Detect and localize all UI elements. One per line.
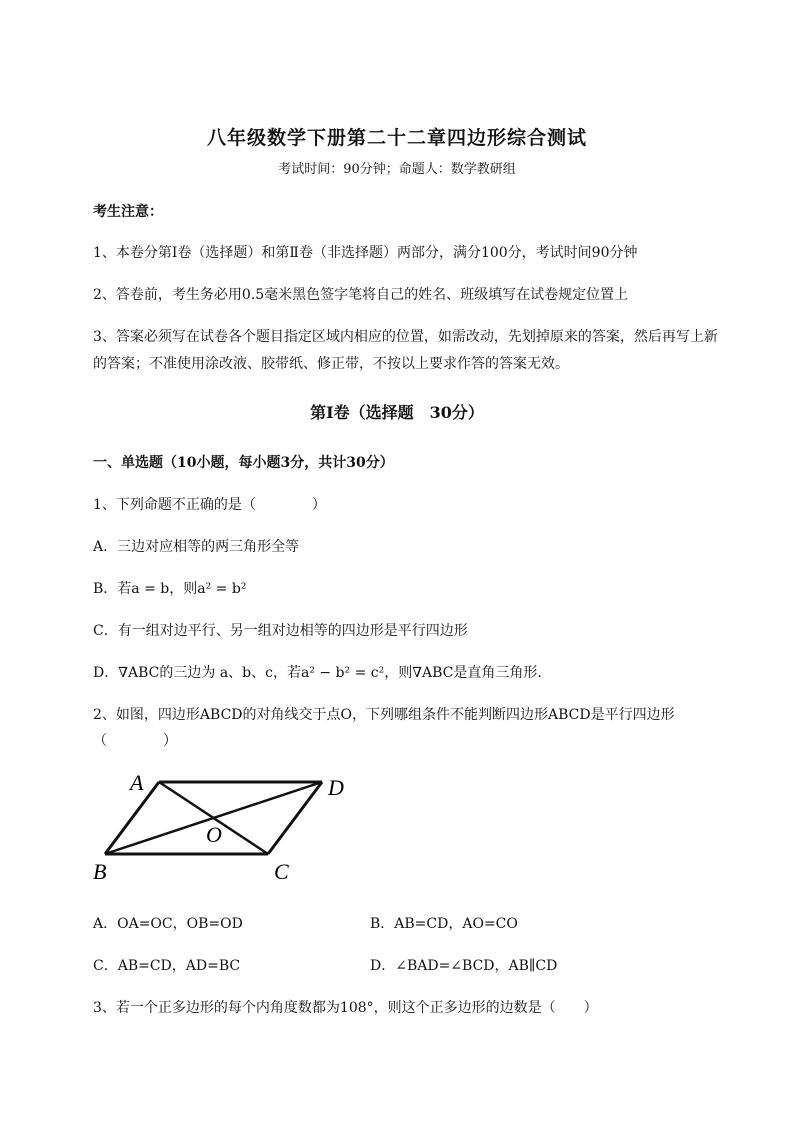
question-1-option-a: A．三边对应相等的两三角形全等: [93, 539, 300, 555]
question-2-option-a: A．OA=OC，OB=OD: [93, 916, 243, 932]
question-3-stem: 3、若一个正多边形的每个内角度数都为108°，则这个正多边形的边数是（ ）: [93, 1000, 598, 1016]
question-1-stem: 1、下列命题不正确的是（ ）: [93, 497, 326, 513]
question-1-option-c: C．有一组对边平行、另一组对边相等的四边形是平行四边形: [93, 623, 468, 639]
question-2-option-d: D．∠BAD=∠BCD，AB∥CD: [370, 958, 558, 974]
notice-heading: 考生注意：: [93, 204, 163, 220]
label-c: C: [274, 859, 289, 884]
label-d: D: [328, 775, 344, 800]
question-2-option-b: B．AB=CD，AO=CO: [370, 916, 518, 932]
question-2-stem-cont: （ ）: [93, 733, 177, 749]
question-2-option-c: C．AB=CD，AD=BC: [93, 958, 241, 974]
edge-cd: [268, 782, 322, 854]
notice-item-3-cont: 的答案；不准使用涂改液、胶带纸、修正带，不按以上要求作答的答案无效。: [93, 356, 569, 372]
exam-title: 八年级数学下册第二十二章四边形综合测试: [206, 127, 587, 149]
part-heading: 一、单选题（10小题，每小题3分，共计30分）: [93, 455, 394, 471]
notice-item-3: 3、答案必须写在试卷各个题目指定区域内相应的位置，如需改动，先划掉原来的答案，然后再写上新: [93, 329, 718, 345]
question-2-stem: 2、如图，四边形ABCD的对角线交于点O，下列哪组条件不能判断四边形ABCD是平行四边形: [93, 707, 675, 723]
notice-item-2: 2、答卷前，考生务必用0.5毫米黑色签字笔将自己的姓名、班级填写在试卷规定位置上: [93, 287, 629, 303]
notice-item-1: 1、本卷分第Ⅰ卷（选择题）和第Ⅱ卷（非选择题）两部分，满分100分，考试时间90分钟: [93, 245, 638, 261]
section-title: 第Ⅰ卷（选择题 30分）: [310, 403, 484, 422]
label-o: O: [206, 822, 222, 847]
label-a: A: [130, 770, 144, 795]
question-1-option-b: B．若a = b，则a² = b²: [93, 581, 247, 597]
exam-subtitle: 考试时间：90分钟；命题人：数学教研组: [278, 162, 516, 177]
question-1-option-d: D．∇ABC的三边为 a、b、c，若a² − b² = c²，则∇ABC是直角三角形．: [93, 665, 552, 681]
label-b: B: [93, 859, 107, 884]
parallelogram-figure: [88, 765, 368, 890]
